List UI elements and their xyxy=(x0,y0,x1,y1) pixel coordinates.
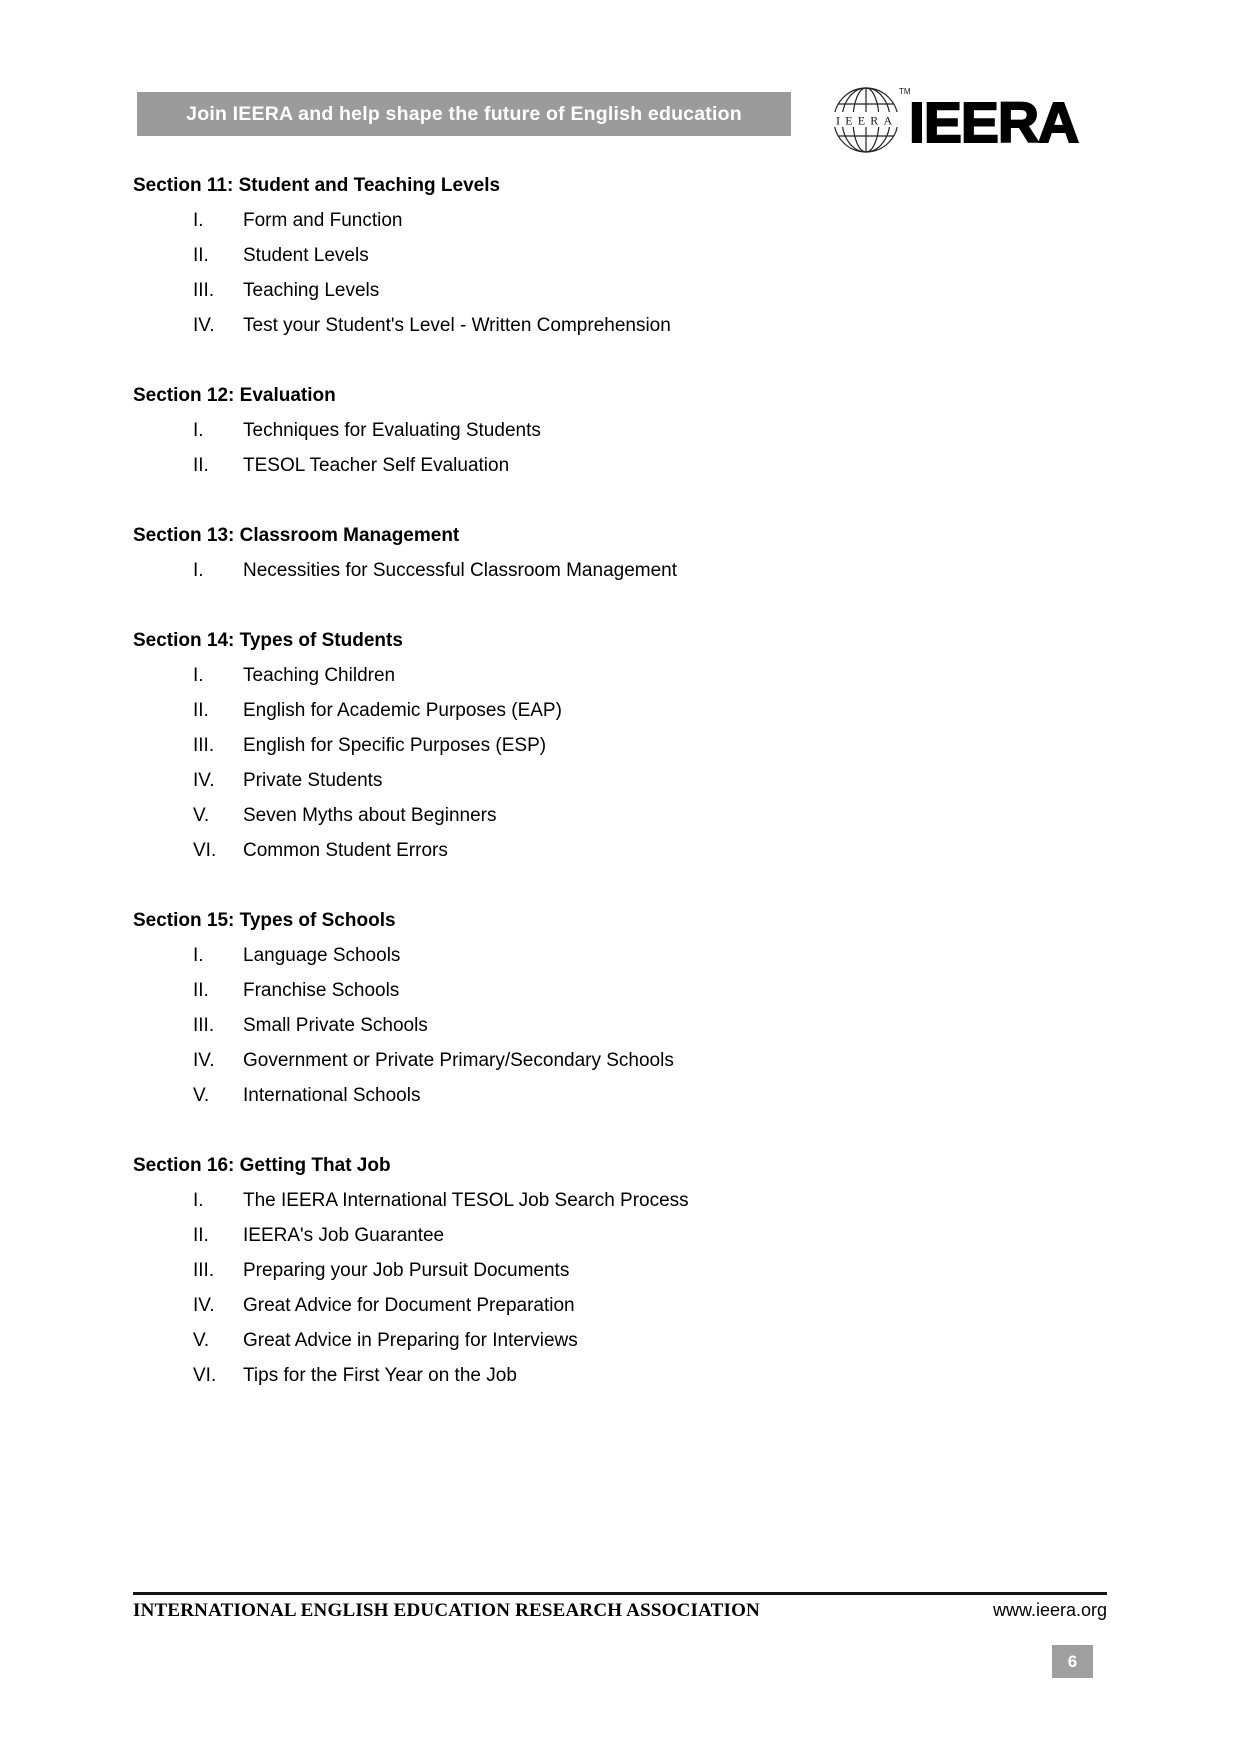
toc-item-numeral: IV. xyxy=(193,770,215,791)
toc-item xyxy=(133,693,1113,728)
toc-item-numeral: III. xyxy=(193,735,215,756)
toc-item-text: Student Levels xyxy=(243,245,369,266)
toc-item-text: Common Student Errors xyxy=(243,840,448,861)
section-heading: Section 13: Classroom Management xyxy=(133,525,460,546)
footer-divider xyxy=(133,1592,1107,1595)
toc-item-numeral: V. xyxy=(193,1085,210,1106)
toc-item xyxy=(133,1183,1113,1218)
toc-item xyxy=(133,938,1113,973)
toc-section xyxy=(133,378,1113,483)
toc-item xyxy=(133,728,1113,763)
page-number: 6 xyxy=(1067,1651,1078,1671)
trademark-symbol: TM xyxy=(899,87,911,96)
toc-item xyxy=(133,763,1113,798)
toc-item xyxy=(133,553,1113,588)
toc-item-numeral: II. xyxy=(193,245,209,266)
toc xyxy=(133,168,1113,1428)
ieera-logo xyxy=(833,78,1093,162)
toc-item-numeral: V. xyxy=(193,1330,210,1351)
toc-item-text: Great Advice for Document Preparation xyxy=(243,1295,575,1316)
toc-item-text: International Schools xyxy=(243,1085,421,1106)
toc-item-text: Government or Private Primary/Secondary Schools xyxy=(243,1050,674,1071)
toc-item xyxy=(133,833,1113,868)
toc-item-numeral: III. xyxy=(193,280,215,301)
toc-item xyxy=(133,1358,1113,1393)
toc-item-text: Small Private Schools xyxy=(243,1015,428,1036)
toc-item xyxy=(133,203,1113,238)
header-banner xyxy=(137,92,791,136)
toc-item xyxy=(133,238,1113,273)
toc-item-numeral: I. xyxy=(193,945,204,966)
toc-item-numeral: IV. xyxy=(193,1295,215,1316)
toc-item-numeral: II. xyxy=(193,980,209,1001)
toc-item-text: Techniques for Evaluating Students xyxy=(243,420,541,441)
toc-item-numeral: I. xyxy=(193,560,204,581)
toc-item xyxy=(133,798,1113,833)
toc-item-numeral: II. xyxy=(193,1225,209,1246)
toc-item-numeral: IV. xyxy=(193,1050,215,1071)
toc-item xyxy=(133,1253,1113,1288)
section-heading: Section 15: Types of Schools xyxy=(133,910,396,931)
toc-item xyxy=(133,1288,1113,1323)
toc-section xyxy=(133,623,1113,868)
toc-item-text: TESOL Teacher Self Evaluation xyxy=(243,455,510,476)
toc-item-numeral: VI. xyxy=(193,1365,217,1386)
toc-item xyxy=(133,448,1113,483)
toc-item xyxy=(133,273,1113,308)
toc-section xyxy=(133,168,1113,343)
section-heading: Section 16: Getting That Job xyxy=(133,1155,391,1176)
toc-item-text: Private Students xyxy=(243,770,383,791)
toc-item-text: The IEERA International TESOL Job Search Process xyxy=(243,1190,689,1211)
toc-item-text: Franchise Schools xyxy=(243,980,400,1001)
toc-item-text: English for Specific Purposes (ESP) xyxy=(243,735,547,756)
toc-item-numeral: I. xyxy=(193,665,204,686)
toc-item-text: Test your Student's Level - Written Comprehension xyxy=(243,315,671,336)
banner-text: Join IEERA and help shape the future of English education xyxy=(186,102,742,125)
toc-item-text: Form and Function xyxy=(243,210,403,231)
toc-item-numeral: II. xyxy=(193,455,209,476)
toc-item-text: Seven Myths about Beginners xyxy=(243,805,497,826)
page-number-badge xyxy=(1052,1645,1093,1678)
toc-section xyxy=(133,518,1113,588)
toc-item-numeral: IV. xyxy=(193,315,215,336)
section-heading: Section 14: Types of Students xyxy=(133,630,403,651)
toc-item-text: Preparing your Job Pursuit Documents xyxy=(243,1260,570,1281)
toc-item xyxy=(133,658,1113,693)
footer xyxy=(133,1600,1107,1622)
toc-item xyxy=(133,1043,1113,1078)
logo-wordmark: IEERA xyxy=(909,91,1079,155)
toc-item-numeral: I. xyxy=(193,1190,204,1211)
toc-item-numeral: II. xyxy=(193,700,209,721)
section-heading: Section 12: Evaluation xyxy=(133,385,336,406)
toc-item-text: Tips for the First Year on the Job xyxy=(243,1365,517,1386)
toc-item xyxy=(133,1218,1113,1253)
toc-item-text: English for Academic Purposes (EAP) xyxy=(243,700,562,721)
toc-item-text: IEERA's Job Guarantee xyxy=(243,1225,445,1246)
toc-item-numeral: V. xyxy=(193,805,210,826)
toc-item-text: Great Advice in Preparing for Interviews xyxy=(243,1330,578,1351)
toc-item xyxy=(133,1078,1113,1113)
toc-item xyxy=(133,1323,1113,1358)
toc-item-numeral: I. xyxy=(193,210,204,231)
toc-item xyxy=(133,1008,1113,1043)
toc-item xyxy=(133,308,1113,343)
toc-item-text: Teaching Levels xyxy=(243,280,380,301)
toc-item-numeral: I. xyxy=(193,420,204,441)
footer-website: www.ieera.org xyxy=(992,1600,1107,1620)
toc-item-text: Necessities for Successful Classroom Management xyxy=(243,560,678,581)
toc-item xyxy=(133,973,1113,1008)
toc-section xyxy=(133,903,1113,1113)
toc-item-numeral: III. xyxy=(193,1260,215,1281)
globe-letters: IEERA xyxy=(836,113,898,128)
section-heading: Section 11: Student and Teaching Levels xyxy=(133,175,501,196)
toc-section xyxy=(133,1148,1113,1393)
toc-item xyxy=(133,413,1113,448)
toc-item-text: Language Schools xyxy=(243,945,401,966)
toc-item-numeral: VI. xyxy=(193,840,217,861)
toc-item-text: Teaching Children xyxy=(243,665,396,686)
footer-organization: INTERNATIONAL ENGLISH EDUCATION RESEARCH ASSOCIATION xyxy=(133,1600,760,1621)
toc-item-numeral: III. xyxy=(193,1015,215,1036)
